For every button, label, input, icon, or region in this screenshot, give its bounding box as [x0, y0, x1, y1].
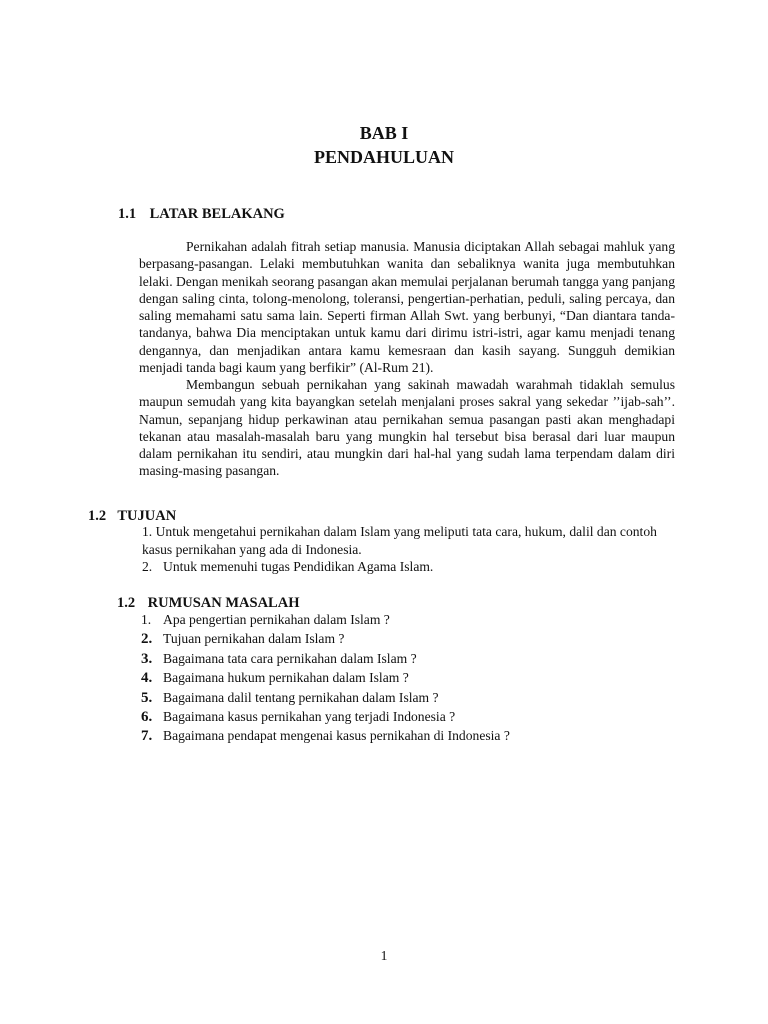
chapter-title: PENDAHULUAN: [313, 147, 454, 167]
list-item: [141, 610, 661, 629]
list-text: Bagaimana tata cara pernikahan dalam Islam ?: [163, 650, 417, 666]
chapter-label: BAB I: [359, 123, 409, 143]
list-number: 5.: [141, 689, 153, 706]
list-text: Untuk memenuhi tugas Pendidikan Agama Islam.: [163, 559, 434, 574]
list-number: 4.: [141, 670, 153, 687]
list-item: [141, 649, 661, 668]
list-text: Bagaimana hukum pernikahan dalam Islam ?: [163, 670, 409, 686]
list-text: Tujuan pernikahan dalam Islam ?: [163, 631, 345, 647]
list-number: 7.: [141, 728, 153, 745]
list-item: [141, 629, 661, 648]
rumusan-masalah-list: [141, 610, 661, 746]
section-title: LATAR BELAKANG: [149, 206, 285, 222]
list-number: 3.: [141, 650, 153, 667]
list-item: [142, 523, 682, 558]
list-number: 1.: [141, 612, 152, 627]
paragraph: Pernikahan adalah fitrah setiap manusia. Manusia diciptakan Allah sebagai mahluk yang berpasang-pasangan. Lelaki membutuhkan wanita dan sebaliknya wanita juga membutuhkan lelaki. Dengan menikah seorang pasangan akan memulai perjalanan berumah tangga yang panjang dengan saling cinta, tolong-menolong, toleransi, pengertian-perhatian, peduli, saling percaya, dan saling memahami satu sama lain. Seperti firman Allah Swt. yang berbunyi, “Dan diantara tanda-tandanya, bahwa Dia menciptakan untuk kamu dari dirimu istri-istri, agar kamu menjadi tenang dengannya, dan menjadikan antara kamu kemesraan dan kasih sayang. Sungguh demikian menjadi tanda bagi kaum yang berfikir” (Al-Rum 21).: [139, 239, 675, 375]
latar-belakang-body: [139, 238, 675, 480]
section-number: 1.1: [118, 206, 137, 222]
list-text: Bagaimana kasus pernikahan yang terjadi Indonesia ?: [163, 708, 456, 724]
chapter-heading: [0, 121, 768, 169]
list-item: [141, 726, 661, 745]
list-item: [141, 688, 661, 707]
list-item: [141, 668, 661, 687]
list-text: Bagaimana dalil tentang pernikahan dalam Islam ?: [163, 689, 439, 705]
section-heading-latar-belakang: [118, 205, 285, 223]
section-number: 1.2: [117, 595, 136, 611]
list-text: Apa pengertian pernikahan dalam Islam ?: [163, 612, 390, 627]
list-item: [142, 558, 682, 576]
list-number: 6.: [141, 708, 153, 725]
list-number: 2.: [142, 559, 153, 574]
section-title: RUMUSAN MASALAH: [147, 595, 300, 611]
section-title: TUJUAN: [117, 508, 177, 524]
list-number: 2.: [141, 631, 153, 648]
page-number: 1: [380, 948, 388, 963]
paragraph: Membangun sebuah pernikahan yang sakinah mawadah warahmah tidaklah semulus maupun semudah yang kita bayangkan setelah menjalani proses sakral yang sekedar ’’ijab-sah’’. Namun, sepanjang hidup perkawinan atau pernikahan semua pasangan pasti akan menghadapi tekanan atau masalah-masalah baru yang mungkin hal tersebut bisa berasal dari luar maupun dalam pernikahan itu sendiri, atau mungkin dari hal-hal yang sudah lama terpendam dalam diri masing-masing pasangan.: [139, 377, 675, 479]
list-text: Untuk mengetahui pernikahan dalam Islam yang meliputi tata cara, hukum, dalil dan contoh kasus pernikahan yang ada di Indonesia.: [142, 524, 657, 557]
list-number: 1.: [142, 524, 153, 539]
list-text: Bagaimana pendapat mengenai kasus pernikahan di Indonesia ?: [163, 728, 510, 744]
list-item: [141, 707, 661, 726]
section-number: 1.2: [88, 508, 107, 524]
tujuan-list: [142, 523, 682, 576]
